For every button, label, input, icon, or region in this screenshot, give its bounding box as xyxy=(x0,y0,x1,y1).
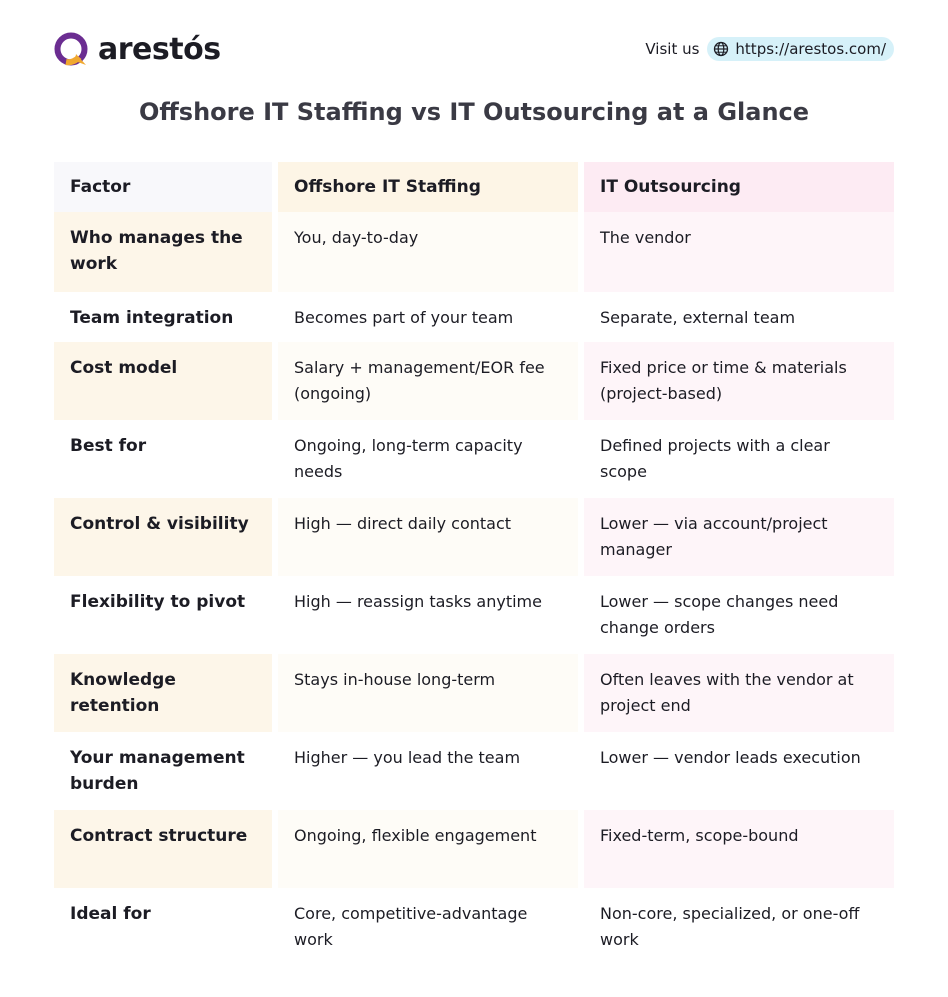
table-cell-staffing: Ongoing, flexible engagement xyxy=(278,810,578,888)
table-cell-factor: Flexibility to pivot xyxy=(54,576,272,654)
table-cell-outsourcing: Lower — scope changes need change orders xyxy=(584,576,894,654)
header-it-outsourcing: IT Outsourcing xyxy=(584,162,894,212)
table-cell-factor: Best for xyxy=(54,420,272,498)
table-cell-staffing: Core, competitive-advantage work xyxy=(278,888,578,966)
table-cell-factor: Who manages the work xyxy=(54,212,272,292)
website-url: https://arestos.com/ xyxy=(735,40,886,58)
website-link[interactable] xyxy=(707,37,894,61)
brand-logo[interactable] xyxy=(54,30,221,70)
table-cell-factor: Your management burden xyxy=(54,732,272,810)
table-cell-outsourcing: Fixed price or time & materials (project-based) xyxy=(584,342,894,420)
table-cell-outsourcing: Non-core, specialized, or one-off work xyxy=(584,888,894,966)
table-cell-outsourcing: Defined projects with a clear scope xyxy=(584,420,894,498)
table-cell-factor: Ideal for xyxy=(54,888,272,966)
logo-speech-bubble-icon xyxy=(54,32,90,68)
visit-us xyxy=(645,36,894,62)
table-cell-outsourcing: Often leaves with the vendor at project end xyxy=(584,654,894,732)
brand-name: arestós xyxy=(98,32,221,67)
visit-label: Visit us xyxy=(645,40,700,58)
table-cell-staffing: Becomes part of your team xyxy=(278,292,578,342)
header-factor: Factor xyxy=(54,162,272,212)
table-cell-factor: Control & visibility xyxy=(54,498,272,576)
table-cell-factor: Contract structure xyxy=(54,810,272,888)
table-cell-outsourcing: Fixed-term, scope-bound xyxy=(584,810,894,888)
table-cell-staffing: High — direct daily contact xyxy=(278,498,578,576)
header xyxy=(54,30,894,70)
table-cell-staffing: Stays in-house long-term xyxy=(278,654,578,732)
table-cell-staffing: High — reassign tasks anytime xyxy=(278,576,578,654)
table-cell-outsourcing: Lower — vendor leads execution xyxy=(584,732,894,810)
table-cell-factor: Cost model xyxy=(54,342,272,420)
table-cell-outsourcing: Lower — via account/project manager xyxy=(584,498,894,576)
table-cell-outsourcing: The vendor xyxy=(584,212,894,292)
table-cell-staffing: Ongoing, long-term capacity needs xyxy=(278,420,578,498)
table-cell-outsourcing: Separate, external team xyxy=(584,292,894,342)
table-cell-factor: Team integration xyxy=(54,292,272,342)
table-cell-staffing: Salary + management/EOR fee (ongoing) xyxy=(278,342,578,420)
comparison-table xyxy=(54,162,894,966)
table-cell-staffing: You, day-to-day xyxy=(278,212,578,292)
table-cell-staffing: Higher — you lead the team xyxy=(278,732,578,810)
table-cell-factor: Knowledge retention xyxy=(54,654,272,732)
globe-icon xyxy=(713,41,729,57)
page-title: Offshore IT Staffing vs IT Outsourcing at a Glance xyxy=(138,98,810,126)
header-offshore-staffing: Offshore IT Staffing xyxy=(278,162,578,212)
